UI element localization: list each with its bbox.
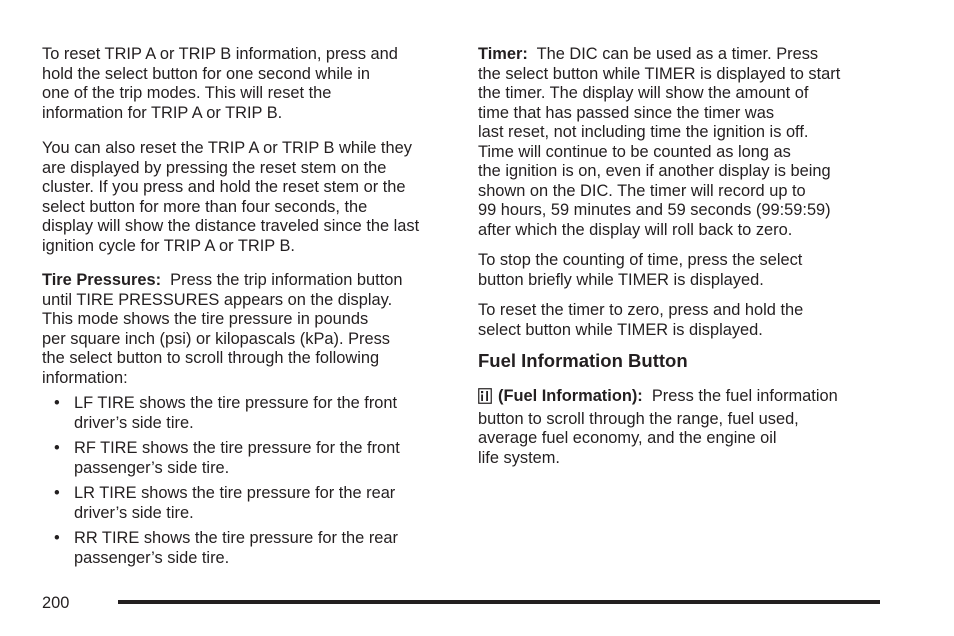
page-number: 200 xyxy=(42,594,70,612)
fuel-information-icon xyxy=(478,388,492,410)
left-column xyxy=(42,45,452,574)
bullet-icon: • xyxy=(54,439,60,457)
timer-body: The DIC can be used as a timer. Press the select button while TIMER is displayed to start the timer. The display will show the amount of time that has passed since the timer was last reset, not including time the ignition is off. Time will continue to be counted as long as the ignition is on, even if another display is being shown on the DIC. The timer will record up to 99 hours, 59 minutes and 59 seconds (99:59:59) after which the display will roll back to zero. xyxy=(478,45,841,239)
bullet-icon: • xyxy=(54,394,60,412)
list-item xyxy=(42,439,452,478)
trip-reset-stem-paragraph: You can also reset the TRIP A or TRIP B while they are displayed by pressing the reset stem on the cluster. If you press and hold the reset stem or the select button for more than four seconds, the display will show the distance traveled since the last ignition cycle for TRIP A or TRIP B. xyxy=(42,139,420,255)
timer-paragraph xyxy=(478,45,883,240)
fuel-information-lead: (Fuel Information): xyxy=(498,387,643,405)
tire-pressures-body: Press the trip information button until TIRE PRESSURES appears on the display. This mode shows the tire pressure in pounds per square inch (psi) or kilopascals (kPa). Press the select button to scroll through the following information: xyxy=(42,271,403,387)
list-item xyxy=(42,484,452,523)
bullet-icon: • xyxy=(54,484,60,502)
tire-pressures-paragraph xyxy=(42,271,452,388)
right-column xyxy=(478,45,883,468)
bullet-text: LR TIRE shows the tire pressure for the rear driver’s side tire. xyxy=(74,484,396,522)
timer-stop-paragraph: To stop the counting of time, press the select button briefly while TIMER is displayed. xyxy=(478,251,803,289)
tire-pressures-lead: Tire Pressures: xyxy=(42,271,162,289)
list-item xyxy=(42,394,452,433)
footer-rule xyxy=(118,600,880,604)
list-item xyxy=(42,529,452,568)
bullet-text: RF TIRE shows the tire pressure for the front passenger’s side tire. xyxy=(74,439,400,477)
section-heading: Fuel Information Button xyxy=(478,350,688,371)
fuel-information-paragraph xyxy=(478,387,883,468)
timer-reset-paragraph: To reset the timer to zero, press and hold the select button while TIMER is displayed. xyxy=(478,301,804,339)
trip-reset-paragraph: To reset TRIP A or TRIP B information, press and hold the select button for one second while in one of the trip modes. This will reset the information for TRIP A or TRIP B. xyxy=(42,45,398,122)
tire-bullet-list xyxy=(42,394,452,568)
bullet-text: RR TIRE shows the tire pressure for the rear passenger’s side tire. xyxy=(74,529,398,567)
fuel-information-body: Press the fuel information button to scroll through the range, fuel used, average fuel economy, and the engine oil life system. xyxy=(478,387,838,467)
timer-lead: Timer: xyxy=(478,45,528,63)
bullet-icon: • xyxy=(54,529,60,547)
bullet-text: LF TIRE shows the tire pressure for the front driver’s side tire. xyxy=(74,394,398,432)
